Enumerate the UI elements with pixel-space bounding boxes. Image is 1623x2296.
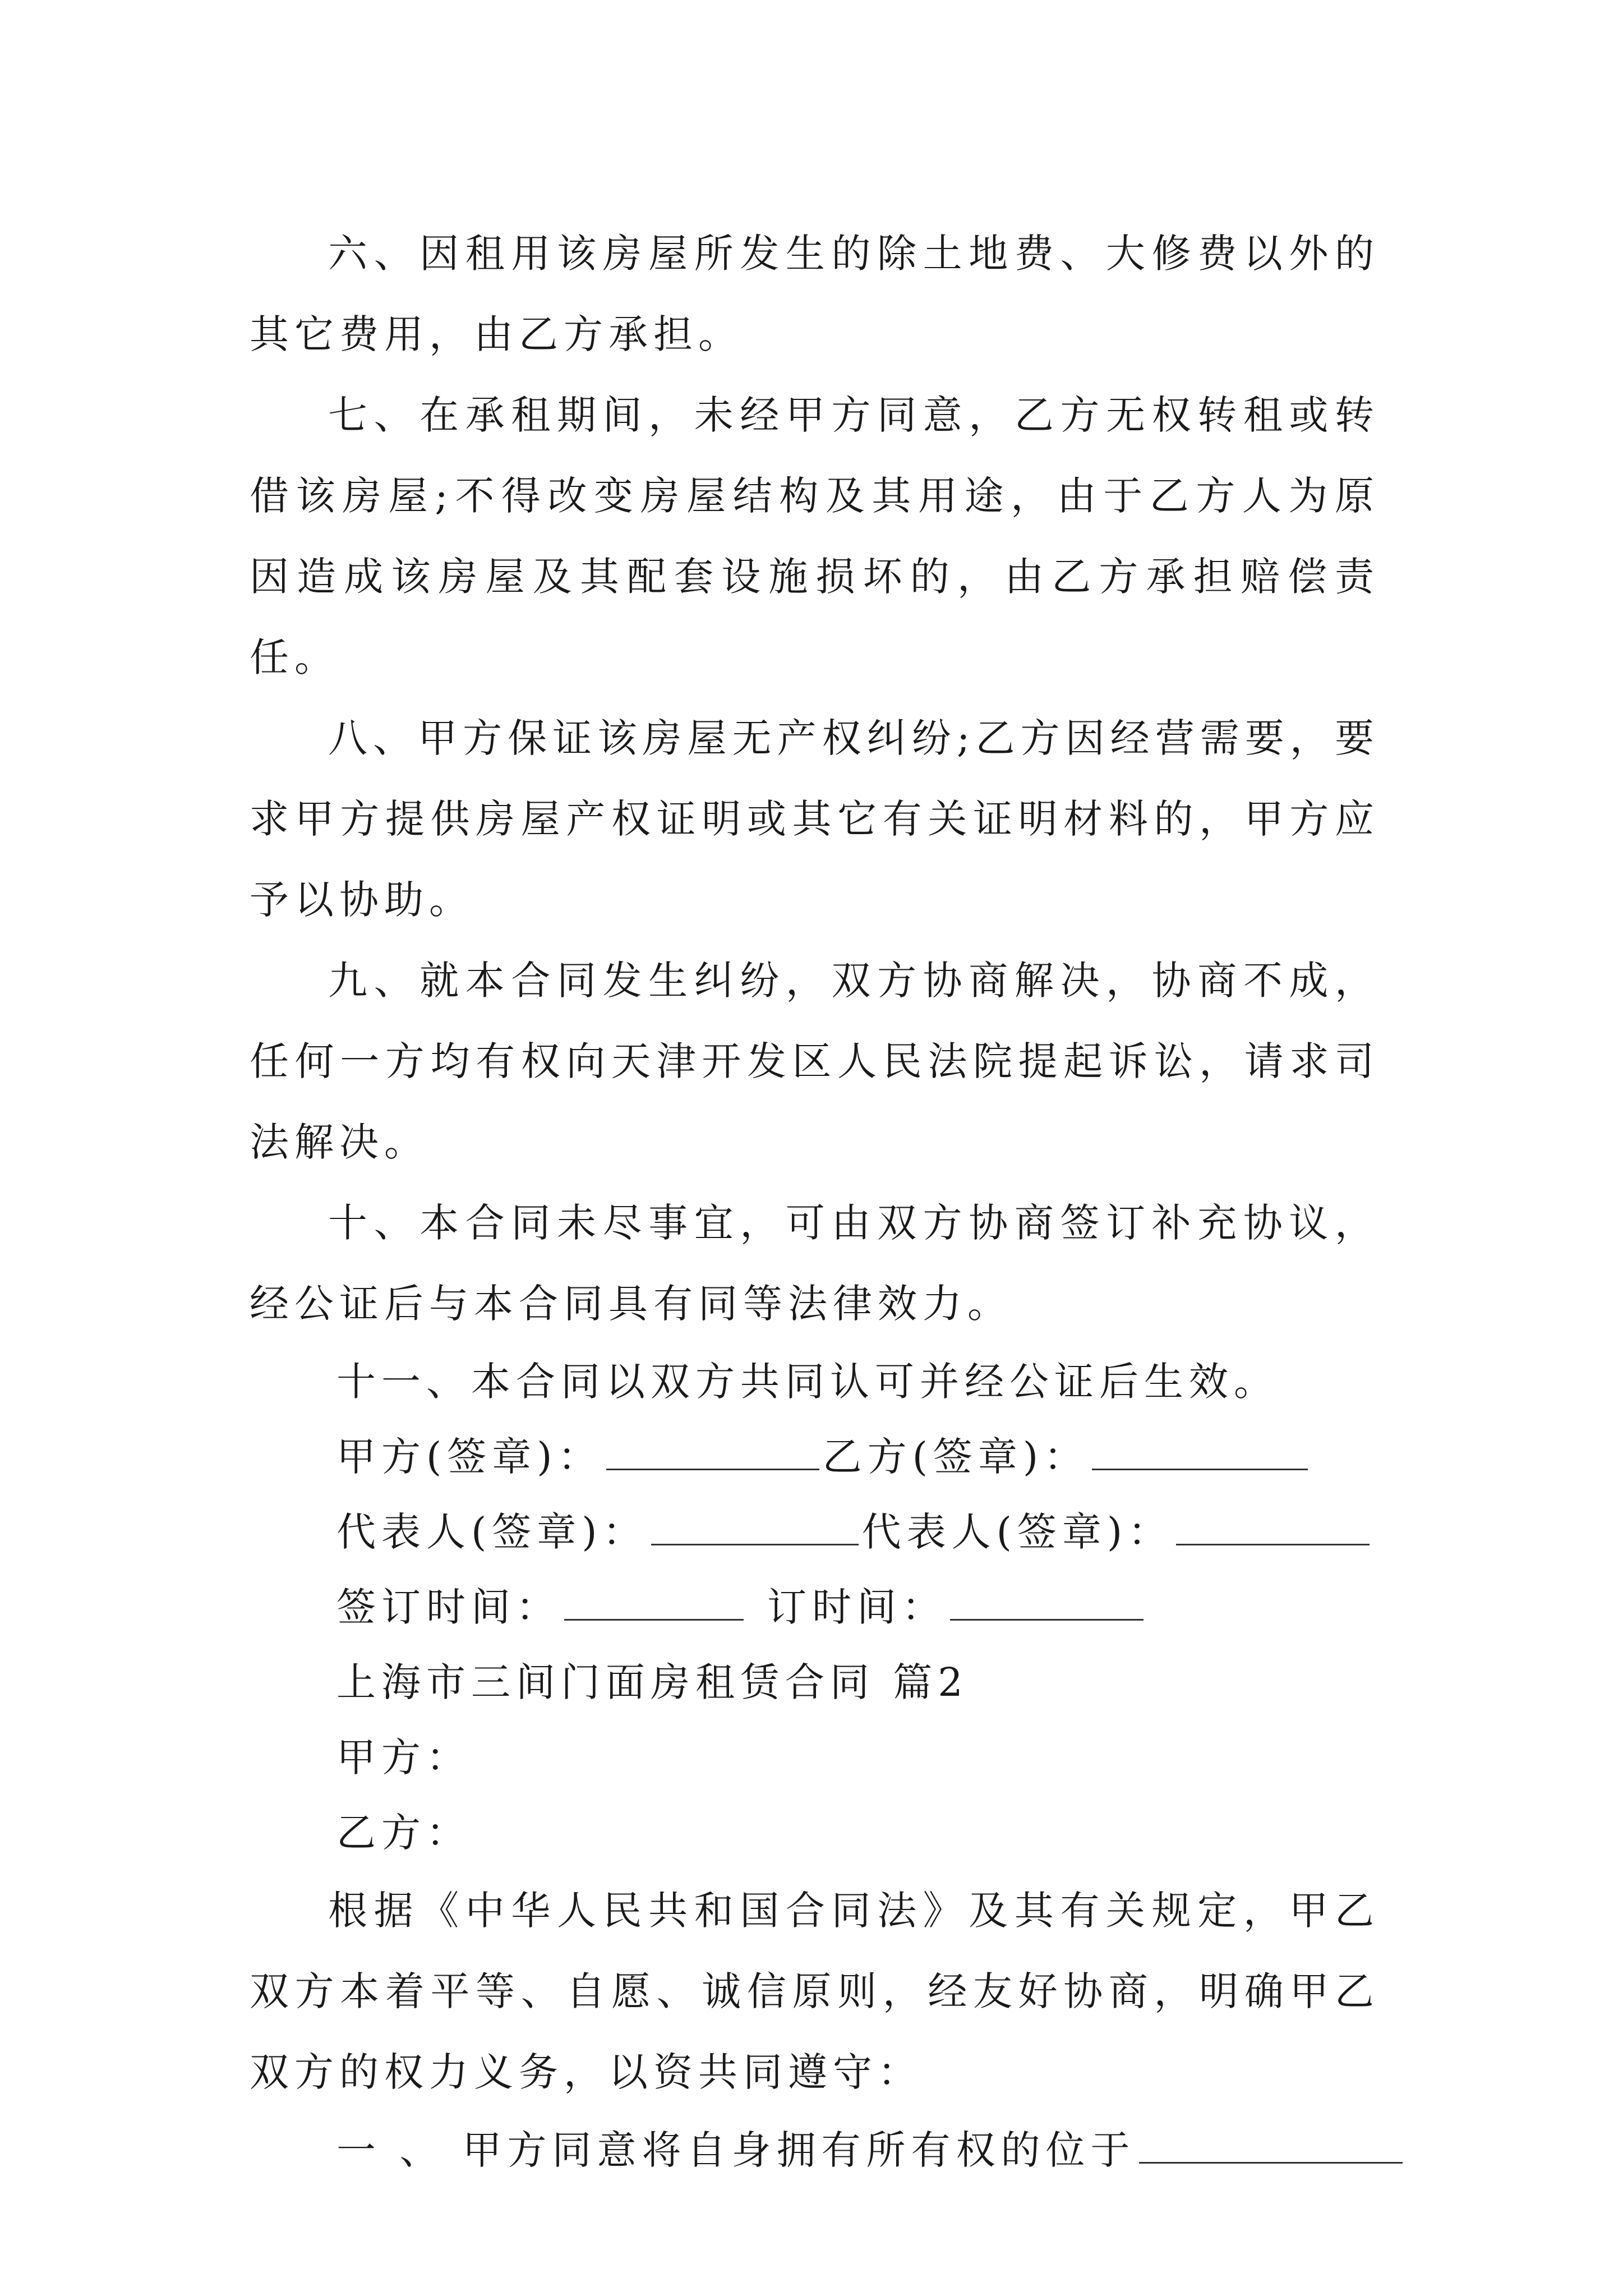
contract-2-party-a: 甲方： [336, 1734, 471, 1780]
signature-row-dates [250, 1570, 1380, 1645]
party-a-signature-label: 甲方(签章)： [336, 1434, 603, 1480]
rep-b-signature-label: 代表人(签章)： [861, 1509, 1173, 1555]
contract-2-clause-1-text: 一 、 甲方同意将自身拥有所有权的位于 [336, 2127, 1136, 2173]
party-b-signature-label: 乙方(签章)： [822, 1434, 1089, 1480]
order-time-label: 订时间： [767, 1584, 947, 1630]
contract-2-party-b: 乙方： [336, 1810, 471, 1856]
signature-row-parties [250, 1419, 1380, 1494]
rep-b-signature-blank [1176, 1508, 1370, 1545]
sign-time-blank [564, 1583, 744, 1621]
document-body [250, 213, 1380, 2188]
party-a-signature-blank [606, 1433, 819, 1470]
clause-10: 十、本合同未尽事宜，可由双方协商签订补充协议，经公证后与本合同具有同等法律效力。 [250, 1200, 1380, 1327]
clause-11: 十一、本合同以双方共同认可并经公证后生效。 [336, 1359, 1279, 1405]
clause-8: 八、甲方保证该房屋无产权纠纷;乙方因经营需要，要求甲方提供房屋产权证明或其它有关证明材料的，甲方应予以协助。 [250, 715, 1380, 923]
rep-a-signature-blank [651, 1508, 859, 1545]
signature-row-representatives [250, 1494, 1380, 1570]
contract-2-preamble: 根据《中华人民共和国合同法》及其有关规定，甲乙双方本着平等、自愿、诚信原则，经友好协商，明确甲乙双方的权力义务，以资共同遵守： [250, 1888, 1380, 2095]
contract-2-title: 上海市三间门面房租赁合同 篇2 [336, 1659, 969, 1705]
rep-a-signature-label: 代表人(签章)： [336, 1509, 648, 1555]
sign-time-label: 签订时间： [336, 1584, 561, 1630]
order-time-blank [950, 1583, 1144, 1621]
location-blank [1139, 2126, 1403, 2164]
clause-7: 七、在承租期间，未经甲方同意，乙方无权转租或转借该房屋;不得改变房屋结构及其用途，由于乙方人为原因造成该房屋及其配套设施损坏的，由乙方承担赔偿责任。 [250, 392, 1380, 680]
party-b-signature-blank [1092, 1433, 1308, 1470]
contract-2-clause-1 [250, 2113, 1380, 2188]
clause-9: 九、就本合同发生纠纷，双方协商解决，协商不成，任何一方均有权向天津开发区人民法院提起诉讼，请求司法解决。 [250, 958, 1380, 1165]
clause-6: 六、因租用该房屋所发生的除土地费、大修费以外的其它费用，由乙方承担。 [250, 231, 1380, 357]
